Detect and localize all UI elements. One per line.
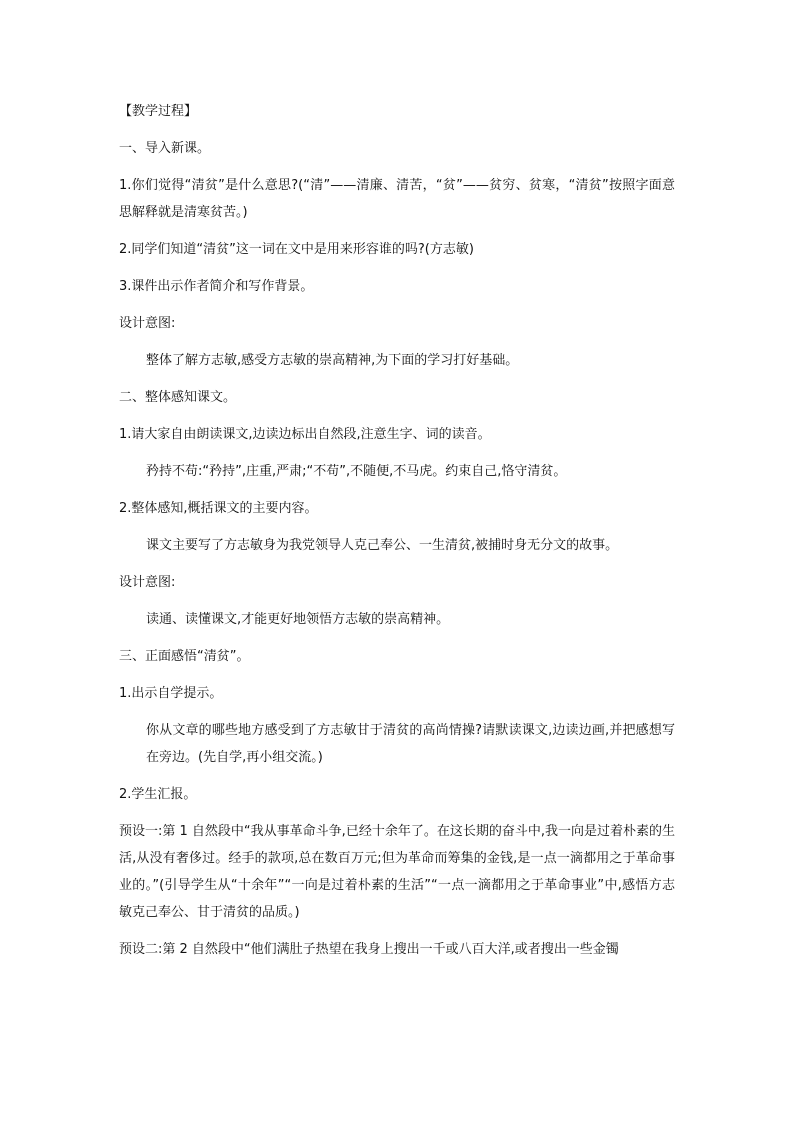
preset-two: 预设二:第 2 自然段中“他们满肚子热望在我身上搜出一千或八百大洋,或者搜出一些金镯 [119, 942, 619, 957]
summary-text: 课文主要写了方志敏身为我党领导人克己奉公、一生清贫,被捕时身无分文的故事。 [146, 538, 619, 553]
self-study-heading: 1.出示自学提示。 [119, 686, 223, 701]
section-heading-positive: 三、正面感悟“清贫”。 [119, 649, 250, 664]
design-intent-label-2: 设计意图: [119, 575, 176, 590]
student-report-heading: 2.学生汇报。 [119, 787, 197, 802]
section-heading-overall: 二、整体感知课文。 [119, 390, 237, 405]
reading-task: 1.请大家自由朗读课文,边读边标出自然段,注意生字、词的读音。 [119, 427, 491, 442]
question-2: 2.同学们知道“清贫”这一词在文中是用来形容谁的吗?(方志敏) [119, 242, 474, 257]
step-3: 3.课件出示作者简介和写作背景。 [119, 279, 314, 294]
summary-task: 2.整体感知,概括课文的主要内容。 [119, 501, 318, 516]
document-body [119, 98, 675, 973]
self-study-prompt: 你从文章的哪些地方感受到了方志敏甘于清贫的高尚情操?请默读课文,边读边画,并把感想写在旁边。(先自学,再小组交流。) [146, 723, 675, 765]
section-heading-intro: 一、导入新课。 [119, 141, 211, 156]
vocabulary-note: 矜持不苟:“矜持”,庄重,严肃;“不苟”,不随便,不马虎。约束自己,恪守清贫。 [146, 464, 567, 479]
design-intent-text: 整体了解方志敏,感受方志敏的崇高精神,为下面的学习打好基础。 [146, 353, 519, 368]
preset-one: 预设一:第 1 自然段中“我从事革命斗争,已经十余年了。在这长期的奋斗中,我一向是过着朴素的生活,从没有奢侈过。经手的款项,总在数百万元;但为革命而筹集的金钱,是一点一滴都用之于革命事业的。”(引导学生从“十余年”“一向是过着朴素的生活”“一点一滴都用之于革命事业”中,感悟方志敏克己奉公、甘于清贫的品质。) [119, 824, 675, 920]
design-intent-label: 设计意图: [119, 316, 176, 331]
design-intent-text-2: 读通、读懂课文,才能更好地领悟方志敏的崇高精神。 [146, 612, 450, 627]
section-heading-teaching-process: 【教学过程】 [119, 104, 198, 119]
question-1: 1.你们觉得“清贫”是什么意思?(“清”——清廉、清苦，“贫”——贫穷、贫寒，“清贫”按照字面意思解释就是清寒贫苦。) [119, 178, 675, 220]
